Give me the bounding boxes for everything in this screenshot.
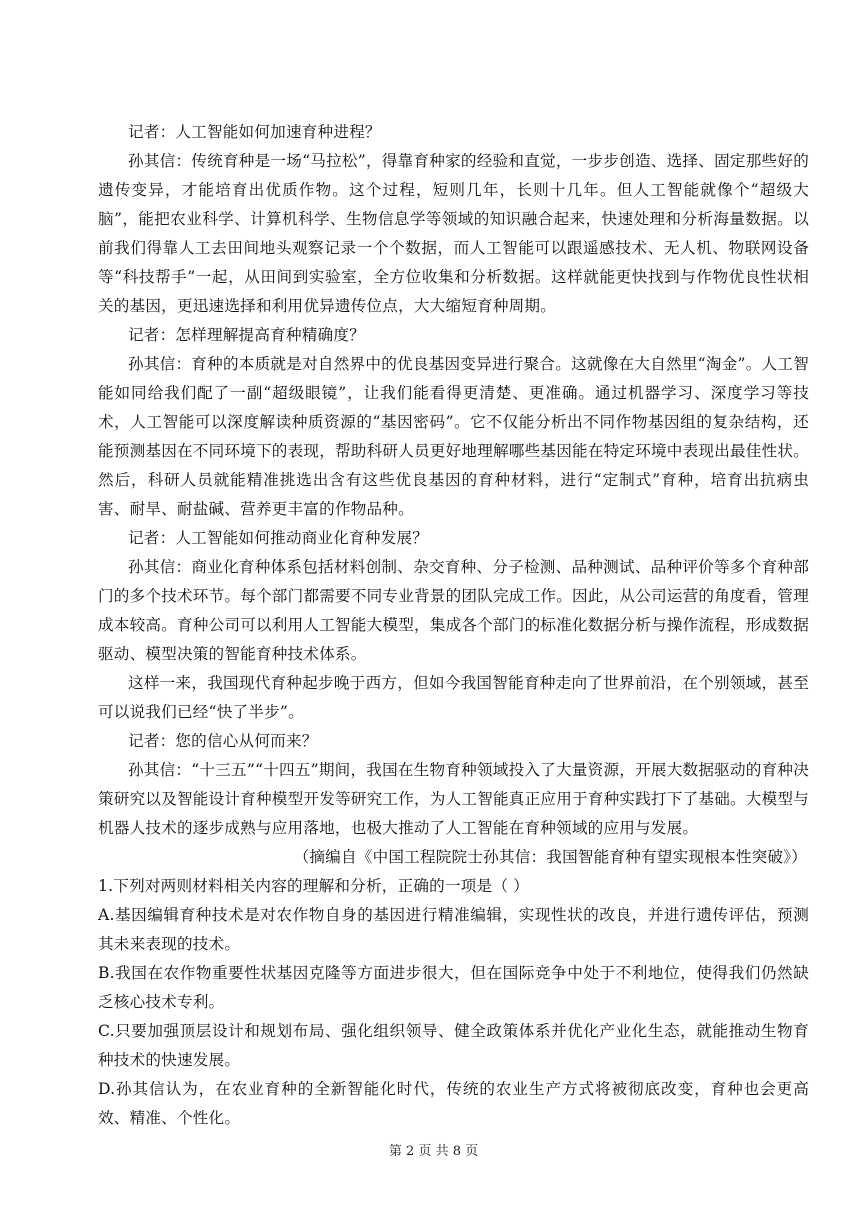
question-block [98, 872, 809, 1133]
interview-answer: 孙其信：传统育种是一场“马拉松”，得靠育种家的经验和直觉，一步步创造、选择、固定那些好的遗传变异，才能培育出优质作物。这个过程，短则几年，长则十几年。但人工智能就像个“超级大脑”，能把农业科学、计算机科学、生物信息学等领域的知识融合起来，快速处理和分析海量数据。以前我们得靠人工去田间地头观察记录一个个数据，而人工智能可以跟遥感技术、无人机、物联网设备等“科技帮手”一起，从田间到实验室，全方位收集和分析数据。这样就能更快找到与作物优良性状相关的基因，更迅速选择和利用优异遗传位点，大大缩短育种周期。 [98, 152, 809, 315]
option-b: B.我国在农作物重要性状基因克隆等方面进步很大，但在国际竞争中处于不利地位，使得我们仍然缺乏核心技术专利。 [98, 964, 809, 1011]
interview-question: 记者：人工智能如何推动商业化育种发展？ [128, 529, 429, 547]
option-a: A.基因编辑育种技术是对农作物自身的基因进行精准编辑，实现性状的改良，并进行遗传评估，预测其未来表现的技术。 [98, 906, 809, 953]
source-citation: （摘编自《中国工程院院士孙其信：我国智能育种有望实现根本性突破》） [293, 848, 807, 866]
interview-question: 记者：怎样理解提高育种精确度？ [128, 326, 365, 344]
option-d: D.孙其信认为，在农业育种的全新智能化时代，传统的农业生产方式将被彻底改变，育种也会更高效、精准、个性化。 [98, 1080, 809, 1127]
interview-question: 记者：人工智能如何加速育种进程？ [128, 123, 381, 141]
interview-question: 记者：您的信心从何而来？ [128, 732, 318, 750]
page-footer: 第 2 页 共 8 页 [388, 1144, 479, 1159]
interview-answer: 孙其信：育种的本质就是对自然界中的优良基因变异进行聚合。这就像在大自然里“淘金”。人工智能如同给我们配了一副“超级眼镜”，让我们能看得更清楚、更准确。通过机器学习、深度学习等技术，人工智能可以深度解读种质资源的“基因密码”。它不仅能分析出不同作物基因组的复杂结构，还能预测基因在不同环境下的表现，帮助科研人员更好地理解哪些基因能在特定环境中表现出最佳性状。然后，科研人员就能精准挑选出含有这些优良基因的育种材料，进行“定制式”育种，培育出抗病虫害、耐旱、耐盐碱、营养更丰富的作物品种。 [98, 355, 809, 518]
interview-answer: 孙其信：“十三五”“十四五”期间，我国在生物育种领域投入了大量资源，开展大数据驱动的育种决策研究以及智能设计育种模型开发等研究工作，为人工智能真正应用于育种实践打下了基础。大模型与机器人技术的逐步成熟与应用落地，也极大推动了人工智能在育种领域的应用与发展。 [98, 761, 809, 837]
question-stem: 1.下列对两则材料相关内容的理解和分析，正确的一项是（ ） [98, 877, 530, 895]
article-body [98, 118, 809, 872]
interview-answer-continued: 这样一来，我国现代育种起步晚于西方，但如今我国智能育种走向了世界前沿，在个别领域，甚至可以说我们已经“快了半步”。 [98, 674, 809, 721]
interview-answer: 孙其信：商业化育种体系包括材料创制、杂交育种、分子检测、品种测试、品种评价等多个育种部门的多个技术环节。每个部门都需要不同专业背景的团队完成工作。因此，从公司运营的角度看，管理成本较高。育种公司可以利用人工智能大模型，集成各个部门的标准化数据分析与操作流程，形成数据驱动、模型决策的智能育种技术体系。 [98, 558, 809, 663]
option-c: C.只要加强顶层设计和规划布局、强化组织领导、健全政策体系并优化产业化生态，就能推动生物育种技术的快速发展。 [98, 1022, 809, 1069]
